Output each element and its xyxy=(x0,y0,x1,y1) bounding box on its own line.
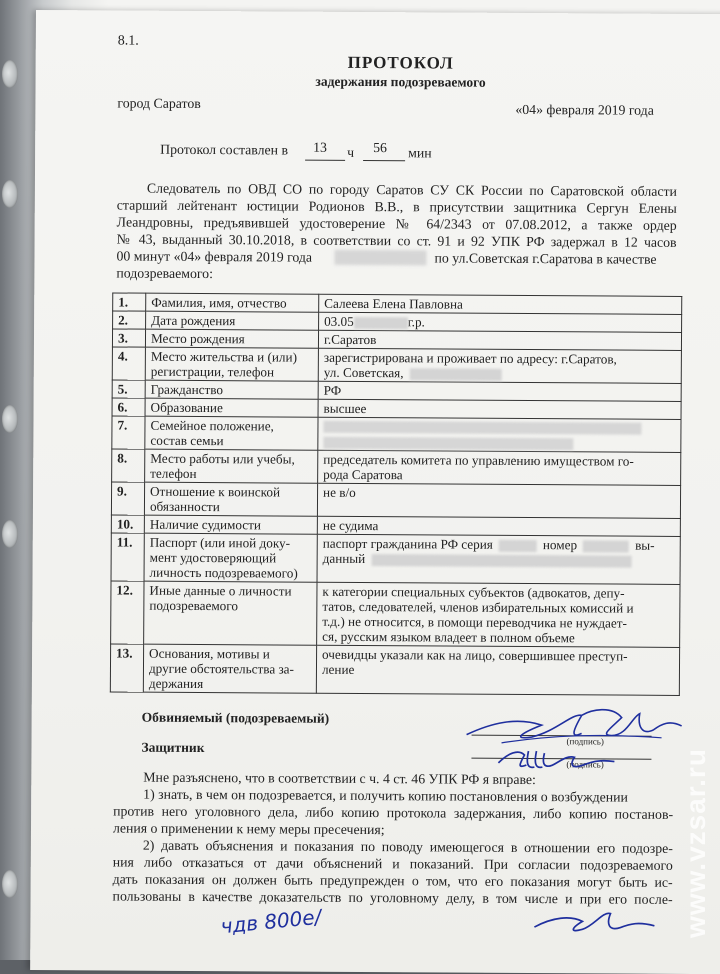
row-number: 8. xyxy=(112,449,145,482)
table-row xyxy=(110,644,679,695)
table-row xyxy=(112,416,681,452)
field-value: г.Саратов xyxy=(318,330,681,350)
minutes-value: 56 xyxy=(373,140,388,156)
row-number: 2. xyxy=(113,311,146,329)
field-label: Место работы или учебы, телефон xyxy=(145,449,318,483)
page-number: 8.1. xyxy=(117,33,139,49)
rights-line: Мне разъяснено, что в соответствии с ч. 4 ст. 46 УПК РФ я вправе: xyxy=(143,769,536,788)
table-row xyxy=(111,482,680,518)
time-prefix: Протокол составлен в xyxy=(160,141,289,158)
table-row xyxy=(112,449,681,485)
signature-caption: (подпись) xyxy=(566,736,604,747)
document-subtitle: задержания подозреваемого xyxy=(315,73,486,90)
field-value: Салеева Елена Павловна xyxy=(319,294,682,314)
intro-line: Леандровны, предъявившей удостоверение № 64/2343 от 07.08.2012, а также ордер xyxy=(116,214,677,233)
field-value: не судима xyxy=(317,516,680,536)
field-label: Основания, мотивы и другие обстоятельства за- держания xyxy=(143,644,316,693)
watermark: www.vzsar.ru xyxy=(680,748,711,938)
row-number: 3. xyxy=(112,329,145,347)
field-value: высшее xyxy=(318,399,681,419)
rights-line: 2) давать объяснения и показания по поводу имеющегося в отношении его подозре- xyxy=(142,837,673,856)
hour-value: 13 xyxy=(313,139,328,155)
redacted-area xyxy=(583,540,629,552)
signature-caption: (подпись) xyxy=(566,759,604,770)
suspect-data-table xyxy=(110,292,682,695)
rights-line: ния либо отказаться от дачи объяснений и показаний. При согласии подозреваемого xyxy=(112,854,673,873)
handwritten-note: чдв 800e/ xyxy=(219,904,323,939)
document-title: ПРОТОКОЛ xyxy=(347,52,454,73)
redacted-area xyxy=(499,540,537,552)
row-number: 7. xyxy=(112,416,145,449)
redacted-area xyxy=(371,554,631,568)
field-label: Гражданство xyxy=(145,380,318,399)
redacted-area xyxy=(410,368,502,381)
row-number: 6. xyxy=(112,398,145,416)
row-number: 10. xyxy=(111,515,144,533)
row-number: 13. xyxy=(110,644,143,692)
field-value: РФ xyxy=(318,381,681,401)
rights-line: 1) знать, в чем он подозревается, и получить копию постановления о возбуждении xyxy=(143,786,629,805)
redacted-area xyxy=(354,317,408,329)
field-value: не в/о xyxy=(317,483,680,518)
field-label: Дата рождения xyxy=(146,311,319,330)
punch-hole xyxy=(2,870,18,898)
field-value: зарегистрирована и проживает по адресу: г.Саратов, ул. Советская, xyxy=(318,348,681,383)
field-value: очевидцы указали как на лицо, совершившее преступ- ление xyxy=(316,645,679,695)
field-label: Отношение к воинской обязанности xyxy=(144,482,317,516)
hour-unit: ч xyxy=(347,144,355,160)
rights-line: ления о применении к нему меры пресечения; xyxy=(112,820,385,838)
rights-line: пользованы в качестве доказательств по уголовному делу, в том числе и при его после- xyxy=(112,888,673,907)
punch-hole xyxy=(2,60,18,88)
minutes-unit: мин xyxy=(408,145,432,161)
minutes-underline xyxy=(363,160,405,161)
defender-label: Защитник xyxy=(141,739,205,756)
field-label: Паспорт (или иной доку- мент удостоверяющий личность подозреваемого) xyxy=(144,533,317,582)
rights-line: дать показания он должен быть предупрежден о том, что его показания могут быть ис- xyxy=(112,871,673,890)
hour-underline xyxy=(305,160,345,161)
intro-line: старший лейтенант юстиции Родионов В.В., в присутствии защитника Сергун Елены xyxy=(116,197,677,216)
punch-hole xyxy=(2,180,18,208)
intro-line: подозреваемого: xyxy=(116,265,213,282)
field-value: к категории специальных субъектов (адвокатов, депу- татов, следователей, членов избирательных комиссий и т.д.) не относится, в помощи переводчика не нуждает- ся, русским языком владеет в полном объеме xyxy=(317,582,680,647)
field-value: паспорт гражданина РФ серия номер вы- данный xyxy=(317,534,680,584)
intro-line: № 43, выданный 30.10.2018, в соответствии со ст. 91 и 92 УПК РФ задержал в 12 часов xyxy=(116,231,677,250)
document-date: «04» февраля 2019 года xyxy=(515,101,654,118)
intro-line: 00 минут «04» февраля 2019 года xyxy=(116,248,313,265)
rights-line: против него уголовного дела, либо копию протокола задержания, либо копию постанов- xyxy=(113,803,674,822)
field-label: Образование xyxy=(145,398,318,417)
field-label: Место жительства и (или) регистрации, телефон xyxy=(145,347,318,381)
redacted-area xyxy=(323,421,641,435)
redacted-area xyxy=(334,250,426,266)
table-row xyxy=(111,581,680,647)
defender-signature-icon xyxy=(496,741,616,776)
field-value: 03.05 г.р. xyxy=(319,312,682,332)
city: город Саратов xyxy=(117,95,201,112)
redacted-area xyxy=(323,437,573,451)
field-label: Место рождения xyxy=(145,329,318,348)
field-label: Фамилия, имя, отчество xyxy=(146,293,319,312)
row-number: 1. xyxy=(113,293,146,311)
field-value xyxy=(318,417,681,452)
row-number: 12. xyxy=(111,581,144,644)
row-number: 4. xyxy=(112,347,145,380)
document-page xyxy=(30,10,720,974)
punch-hole xyxy=(2,520,18,548)
punch-hole xyxy=(2,405,18,433)
row-number: 5. xyxy=(112,380,145,398)
bottom-signature-icon xyxy=(530,899,660,940)
field-label: Наличие судимости xyxy=(144,515,317,534)
intro-line: по ул.Советская г.Саратова в качестве xyxy=(434,250,657,267)
field-value: председатель комитета по управлению имуществом го- рода Саратова xyxy=(318,450,681,485)
row-number: 11. xyxy=(111,533,144,581)
field-label: Семейное положение, состав семьи xyxy=(145,416,318,450)
table-row xyxy=(112,347,681,383)
row-number: 9. xyxy=(111,482,144,515)
accused-label: Обвиняемый (подозреваемый) xyxy=(141,709,330,726)
field-label: Иные данные о личности подозреваемого xyxy=(144,581,317,645)
intro-line: Следователь по ОВД СО по городу Саратов СУ СК России по Саратовской области xyxy=(146,180,677,199)
table-row xyxy=(111,533,680,584)
